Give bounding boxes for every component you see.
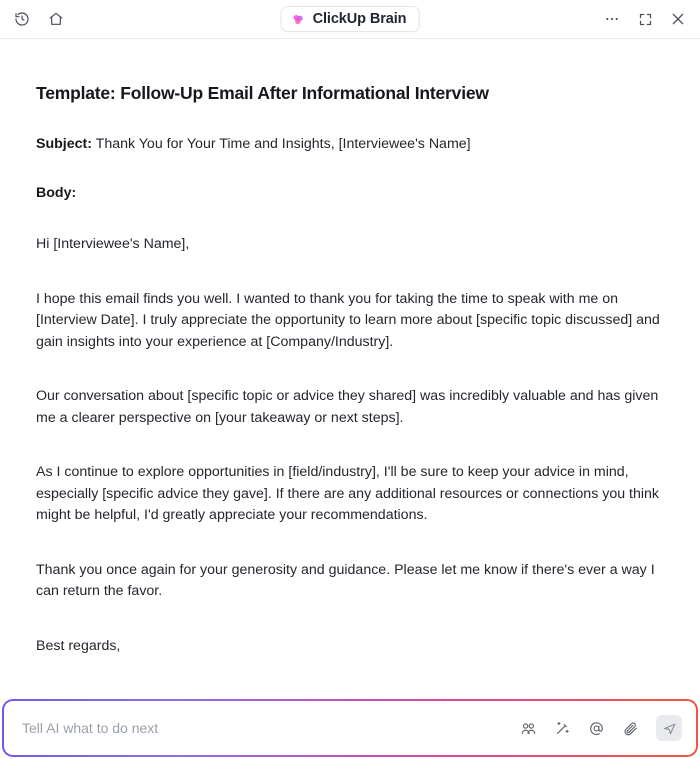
send-icon[interactable]: [656, 715, 682, 741]
ai-prompt-bar: [0, 699, 700, 759]
magic-wand-icon[interactable]: [552, 718, 572, 738]
ai-prompt-input[interactable]: [20, 719, 518, 737]
expand-icon[interactable]: [635, 9, 655, 29]
ai-prompt-actions: [518, 715, 682, 741]
page-title: Template: Follow-Up Email After Informational Interview: [36, 83, 489, 103]
home-icon[interactable]: [46, 9, 66, 29]
top-bar-right-group: [602, 9, 688, 29]
clickup-brain-button[interactable]: [281, 6, 420, 32]
close-icon[interactable]: [668, 9, 688, 29]
ai-prompt-box[interactable]: [2, 699, 698, 757]
subject-value: Thank You for Your Time and Insights, [Interviewee's Name]: [95, 136, 471, 152]
body-paragraph-4: Thank you once again for your generosity and guidance. Please let me know if there's ever a way I can return the favor.: [36, 561, 655, 599]
document-content: [0, 39, 700, 694]
more-options-icon[interactable]: [602, 9, 622, 29]
mention-at-icon[interactable]: [586, 718, 606, 738]
top-bar-left-group: [12, 9, 66, 29]
clock-history-icon[interactable]: [12, 9, 32, 29]
body-paragraph-3: As I continue to explore opportunities in [field/industry], I'll be sure to keep your advice in mind, especially [specific advice they gave]. If there are any additional resources or connections you think might be helpful, I'd greatly appreciate your recommendations.: [36, 464, 660, 523]
body-paragraph-1: I hope this email finds you well. I wanted to thank you for taking the time to speak with me on [Interview Date]. I truly appreciate the opportunity to learn more about [specific topic discussed] and gain insights into your experience at [Company/Industry].: [36, 290, 660, 350]
clickup-brain-label: ClickUp Brain: [312, 11, 407, 27]
body-paragraph-2: Our conversation about [specific topic or advice they shared] was incredibly valuable and has given me a clearer perspective on [your takeaway or next steps].: [36, 388, 659, 426]
greeting-line: Hi [Interviewee's Name],: [36, 236, 190, 252]
top-bar: [0, 0, 700, 39]
subject-line: [36, 134, 666, 156]
attachment-paperclip-icon[interactable]: [620, 718, 640, 738]
body-label: Body:: [36, 184, 77, 201]
clickup-brain-logo-icon: [291, 12, 306, 27]
agents-icon[interactable]: [518, 718, 538, 738]
sign-off-line: Best regards,: [36, 637, 121, 654]
body-label-line: [36, 183, 666, 205]
subject-label: Subject:: [36, 136, 92, 152]
